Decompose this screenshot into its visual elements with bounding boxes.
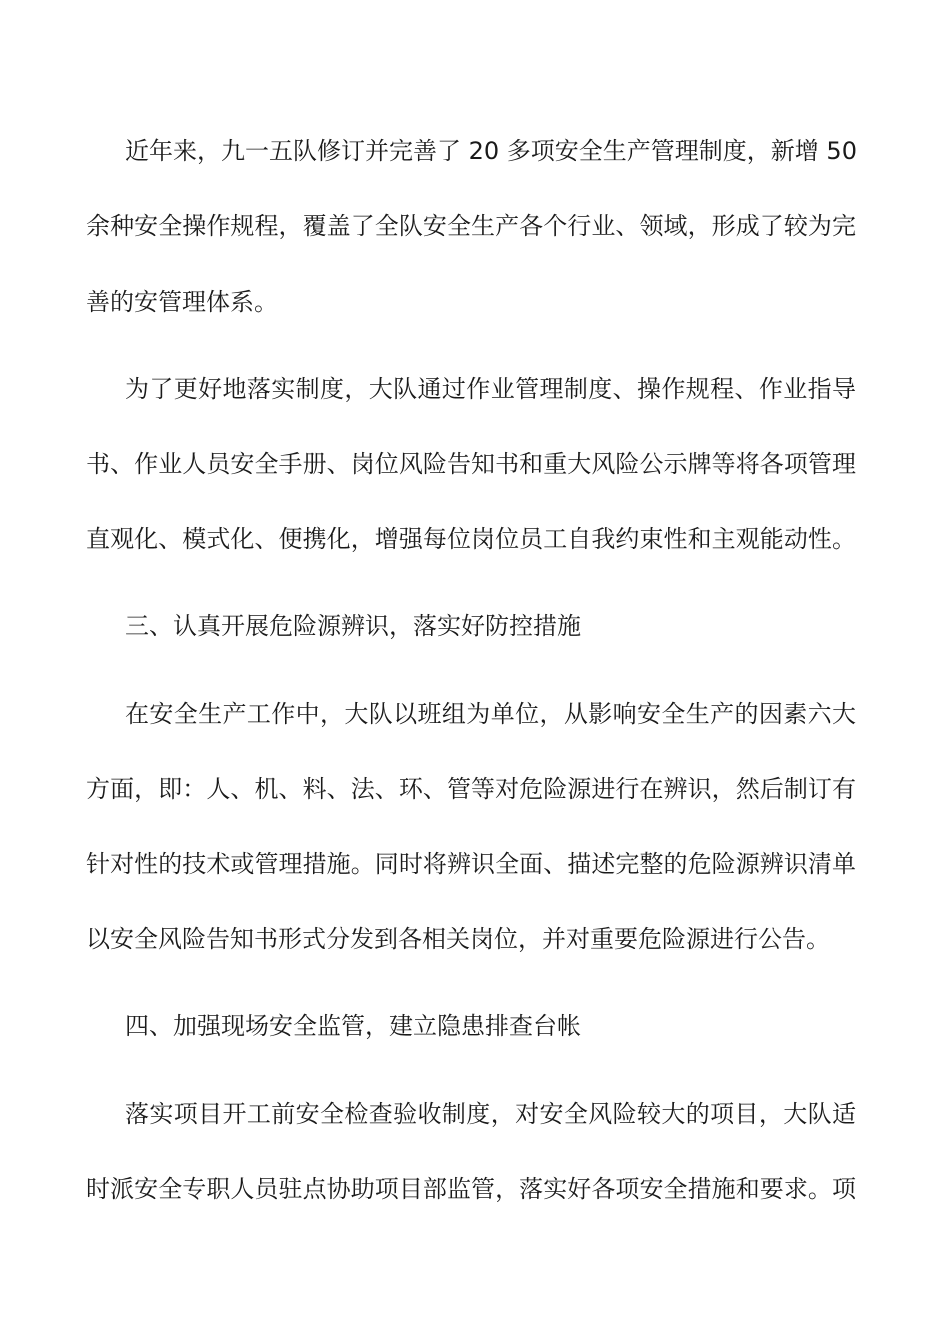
paragraph-3-line-2: 方面，即：人、机、料、法、环、管等对危险源进行在辨识，然后制订有 (86, 775, 856, 803)
paragraph-1-line-1: 近年来，九一五队修订并完善了 20 多项安全生产管理制度，新增 50 (125, 137, 857, 165)
paragraph-4-line-2: 时派安全专职人员驻点协助项目部监管，落实好各项安全措施和要求。项 (86, 1175, 856, 1203)
paragraph-3-line-4: 以安全风险告知书形式分发到各相关岗位，并对重要危险源进行公告。 (86, 925, 830, 953)
section-heading-4: 四、加强现场安全监管，建立隐患排查台帐 (125, 1012, 581, 1040)
paragraph-3-line-1: 在安全生产工作中，大队以班组为单位，从影响安全生产的因素六大 (125, 700, 856, 728)
paragraph-2-line-1: 为了更好地落实制度，大队通过作业管理制度、操作规程、作业指导 (125, 375, 856, 403)
paragraph-1-line-2: 余种安全操作规程，覆盖了全队安全生产各个行业、领域，形成了较为完 (86, 212, 856, 240)
section-heading-3: 三、认真开展危险源辨识，落实好防控措施 (125, 612, 581, 640)
paragraph-1-line-3: 善的安管理体系。 (86, 288, 278, 316)
paragraph-3-line-3: 针对性的技术或管理措施。同时将辨识全面、描述完整的危险源辨识清单 (86, 850, 856, 878)
paragraph-4-line-1: 落实项目开工前安全检查验收制度，对安全风险较大的项目，大队适 (125, 1100, 856, 1128)
paragraph-2-line-2: 书、作业人员安全手册、岗位风险告知书和重大风险公示牌等将各项管理 (86, 450, 856, 478)
paragraph-2-line-3: 直观化、模式化、便携化，增强每位岗位员工自我约束性和主观能动性。 (86, 525, 856, 553)
